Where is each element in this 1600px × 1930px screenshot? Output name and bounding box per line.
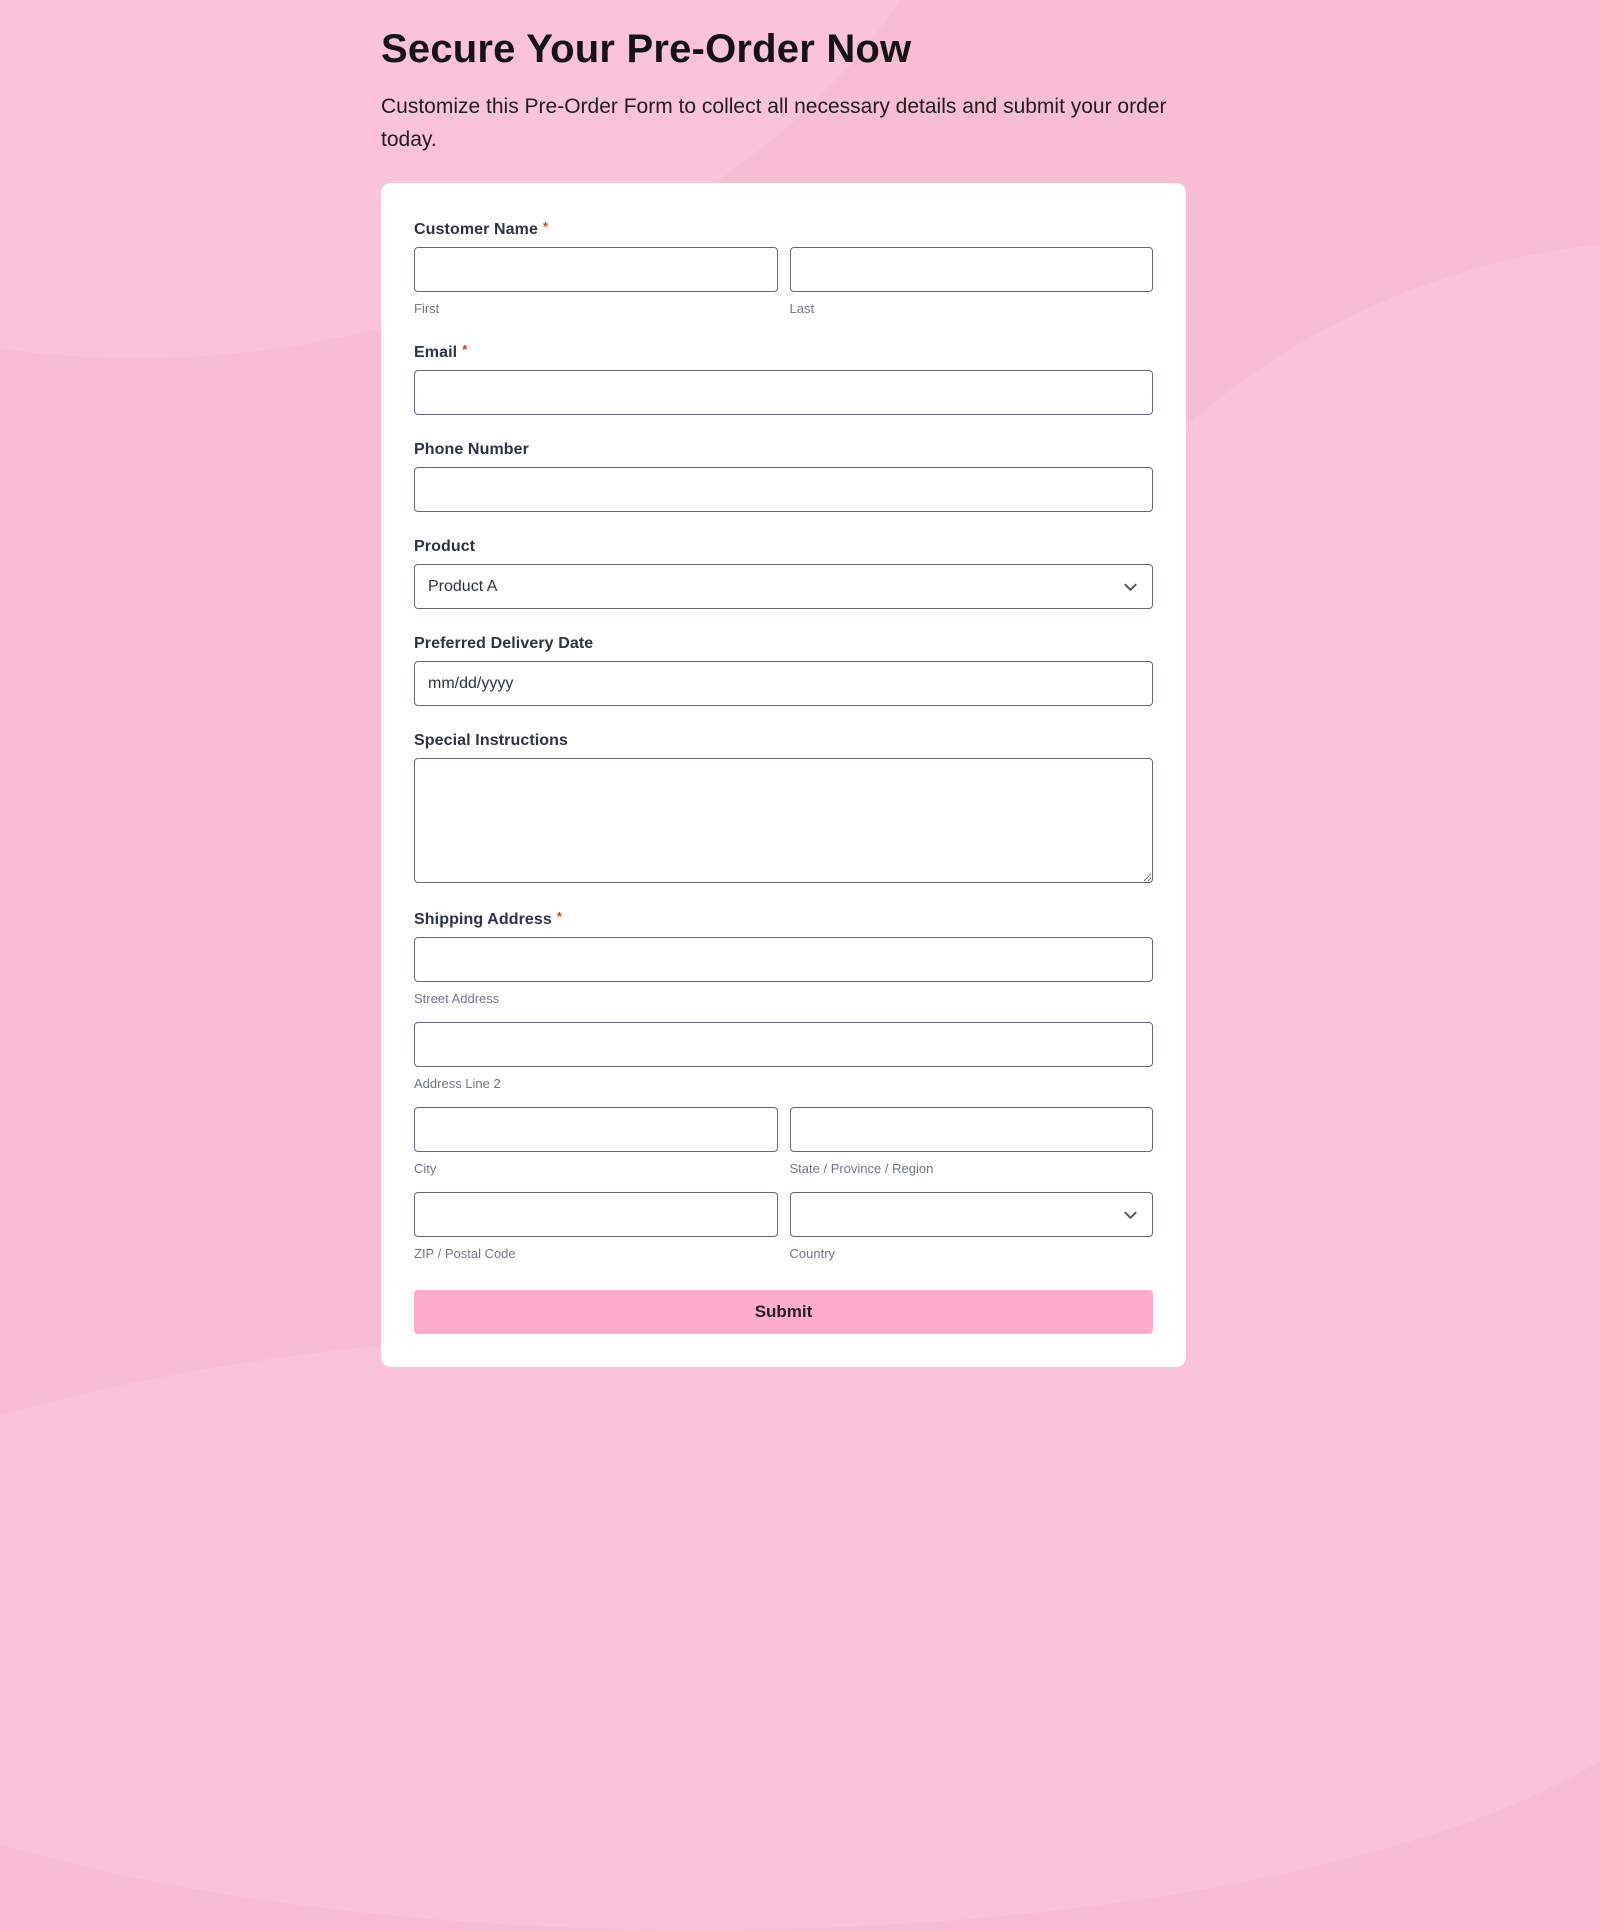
shipping-address-required-asterisk: * bbox=[556, 909, 562, 925]
field-special-instructions bbox=[414, 732, 1153, 883]
customer-name-label-row bbox=[414, 219, 1153, 239]
country-select[interactable] bbox=[790, 1192, 1154, 1237]
product-label: Product bbox=[414, 538, 476, 556]
phone-label-row bbox=[414, 441, 1153, 459]
field-phone-number bbox=[414, 441, 1153, 512]
email-label: Email bbox=[414, 344, 458, 362]
product-select[interactable] bbox=[414, 564, 1153, 609]
special-instructions-textarea[interactable] bbox=[414, 758, 1153, 883]
street-address-sublabel: Street Address bbox=[414, 991, 500, 1007]
pre-order-form-card bbox=[381, 183, 1186, 1367]
zip-postal-code-input[interactable] bbox=[414, 1192, 778, 1237]
customer-name-label: Customer Name bbox=[414, 221, 539, 239]
state-province-region-sublabel: State / Province / Region bbox=[789, 1161, 934, 1177]
product-label-row bbox=[414, 538, 1153, 556]
background-swoosh-bottom bbox=[0, 1330, 1600, 1930]
field-email bbox=[414, 342, 1153, 415]
field-delivery-date bbox=[414, 635, 1153, 706]
address-line-2-input[interactable] bbox=[414, 1022, 1153, 1067]
field-shipping-address bbox=[414, 909, 1153, 1261]
delivery-date-input[interactable] bbox=[414, 661, 1153, 706]
shipping-address-label: Shipping Address bbox=[414, 911, 552, 929]
customer-name-required-asterisk: * bbox=[543, 219, 549, 235]
delivery-date-label: Preferred Delivery Date bbox=[414, 635, 594, 653]
delivery-date-label-row bbox=[414, 635, 1153, 653]
phone-number-input[interactable] bbox=[414, 467, 1153, 512]
special-instructions-label-row bbox=[414, 732, 1153, 750]
submit-button[interactable]: Submit bbox=[414, 1290, 1153, 1334]
city-sublabel: City bbox=[414, 1161, 437, 1177]
country-sublabel: Country bbox=[789, 1246, 836, 1262]
zip-postal-code-sublabel: ZIP / Postal Code bbox=[414, 1246, 516, 1262]
page-content bbox=[381, 0, 1186, 1367]
page-title: Secure Your Pre-Order Now bbox=[381, 27, 912, 71]
field-product bbox=[414, 538, 1153, 609]
city-input[interactable] bbox=[414, 1107, 778, 1152]
customer-first-name-input[interactable] bbox=[414, 247, 778, 292]
email-label-row bbox=[414, 342, 1153, 362]
first-name-sublabel: First bbox=[414, 301, 440, 317]
last-name-sublabel: Last bbox=[789, 301, 815, 317]
shipping-address-label-row bbox=[414, 909, 1153, 929]
address-line-2-sublabel: Address Line 2 bbox=[414, 1076, 501, 1092]
page-subtitle: Customize this Pre-Order Form to collect all necessary details and submit your order today. bbox=[381, 95, 1167, 151]
phone-number-label: Phone Number bbox=[414, 441, 529, 459]
customer-last-name-input[interactable] bbox=[790, 247, 1154, 292]
email-required-asterisk: * bbox=[462, 342, 468, 358]
field-customer-name bbox=[414, 219, 1153, 316]
street-address-input[interactable] bbox=[414, 937, 1153, 982]
email-input[interactable] bbox=[414, 370, 1153, 415]
product-select-wrap bbox=[414, 564, 1153, 609]
country-select-wrap bbox=[790, 1192, 1154, 1237]
state-province-region-input[interactable] bbox=[790, 1107, 1154, 1152]
special-instructions-label: Special Instructions bbox=[414, 732, 569, 750]
